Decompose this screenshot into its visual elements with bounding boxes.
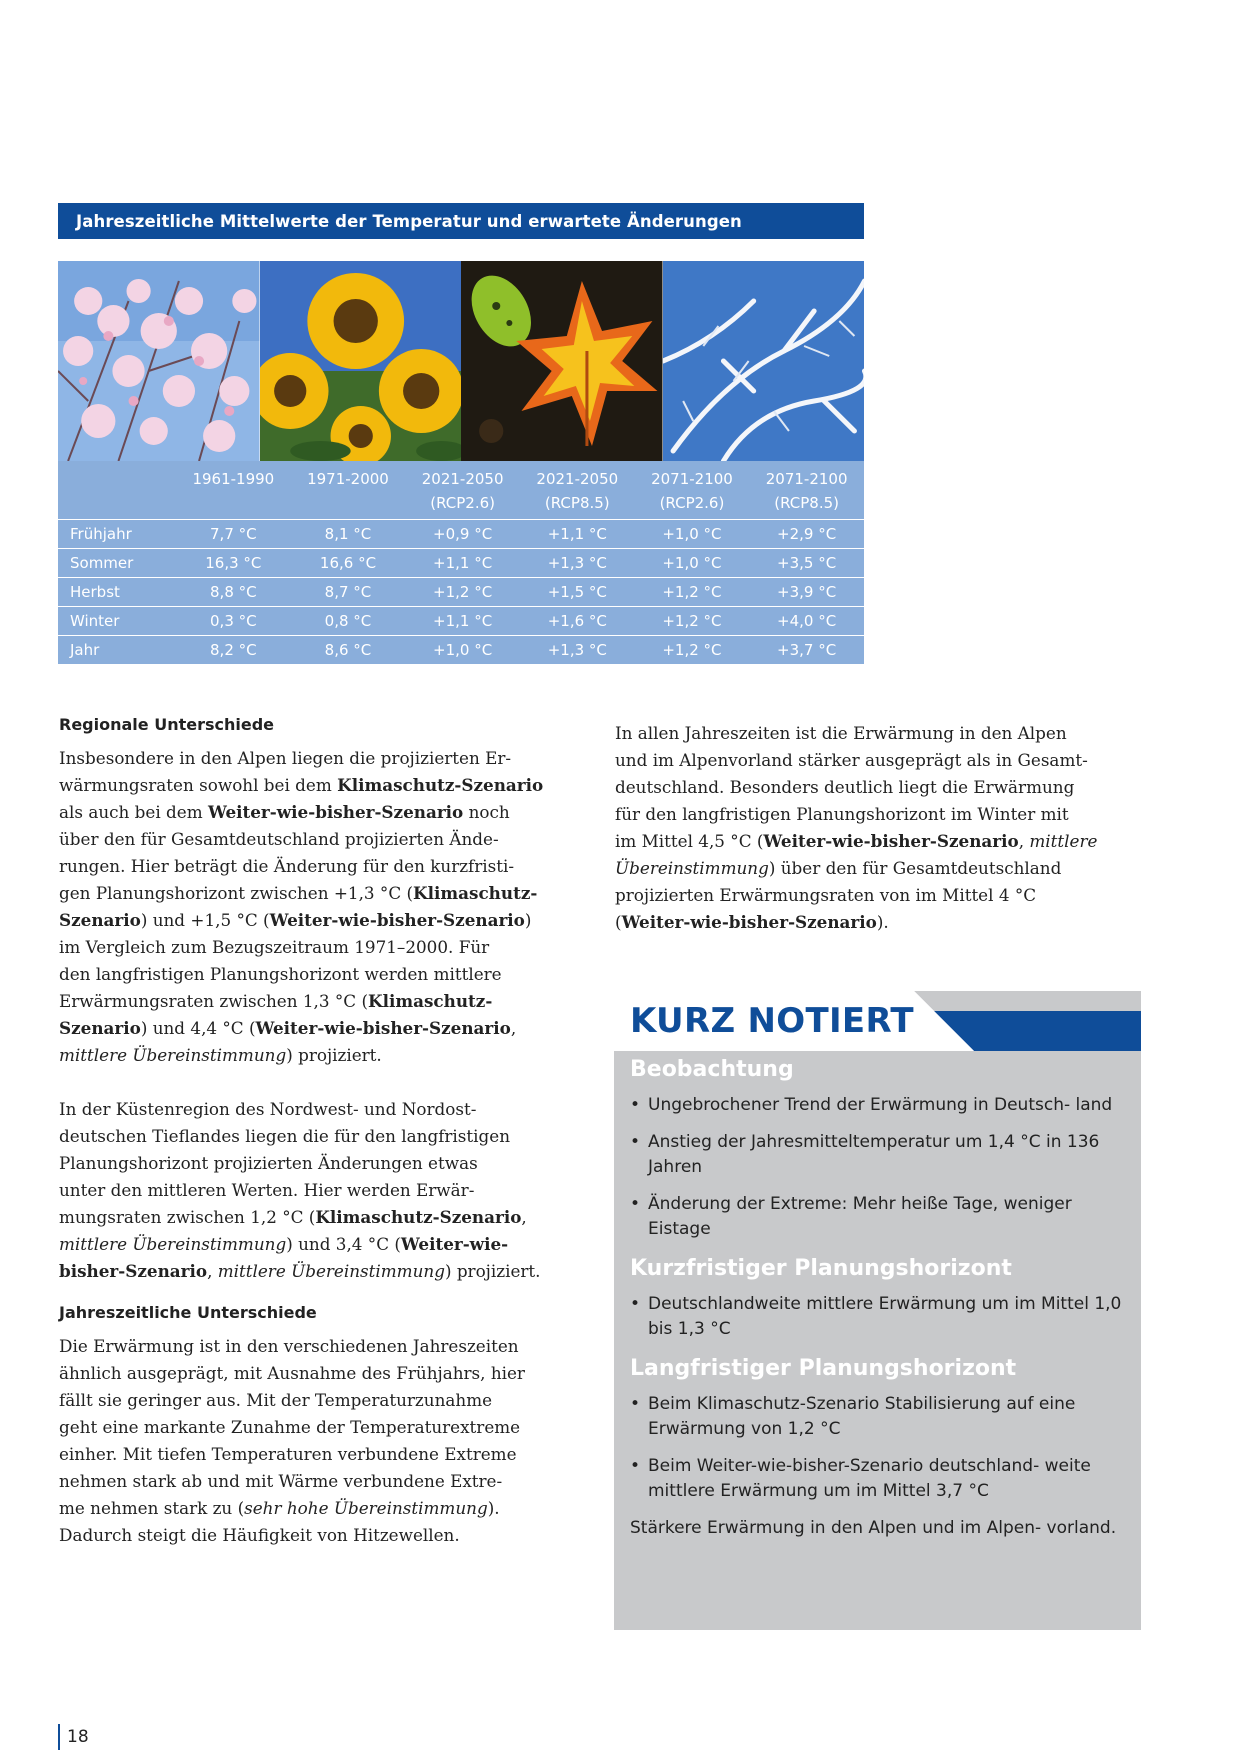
table-cell: +0,9 °C [405,520,520,549]
left-column [59,713,581,1549]
table-cell: 16,3 °C [176,549,291,578]
table-cell: +1,2 °C [635,636,750,665]
paragraph-alps: In allen Jahreszeiten ist die Erwärmung in den Alpen und im Alpenvorland stärker ausgeprägt als in Gesamt- deutschland. Besonders deutlich liegt die Erwärmung für den langfristigen Planungshorizont im Winter mit im Mittel 4,5 °C (Weiter-wie-bisher-Szenario, mittlere Übereinstimmung) über den für Gesamtdeutschland projizierten Erwärmungsraten von im Mittel 4 °C (Weiter-wie-bisher-Szenario). [615,723,1098,932]
header-cell: 2071-2100 (RCP2.6) [635,461,750,520]
table-cell: 8,1 °C [291,520,406,549]
box-content [630,1055,1130,1541]
list-item: • Beim Weiter-wie-bisher-Szenario deutschland- weite mittlere Erwärmung um im Mittel 3,7 °C [630,1456,1091,1501]
table-cell: +1,6 °C [520,607,635,636]
temperature-table [58,461,864,664]
page-number: 18 [58,1724,89,1750]
section-heading-seasonal: Jahreszeitliche Unterschiede [59,1303,317,1322]
table-cell: +1,2 °C [405,578,520,607]
table-row [58,636,864,665]
table-cell: +1,0 °C [405,636,520,665]
short-term-list [630,1292,1130,1342]
table-cell: 8,2 °C [176,636,291,665]
table-cell: +3,7 °C [749,636,864,665]
row-label: Winter [58,607,176,636]
header-cell: 2021-2050 (RCP8.5) [520,461,635,520]
table-cell: +1,0 °C [635,520,750,549]
table-cell: +1,3 °C [520,549,635,578]
list-item: • Ungebrochener Trend der Erwärmung in Deutsch- land [630,1093,1130,1118]
bullet: • [630,1132,641,1152]
list-item: • Änderung der Extreme: Mehr heiße Tage, weniger Eistage [630,1194,1072,1239]
section-heading-regional: Regionale Unterschiede [59,715,275,734]
list-item: • Anstieg der Jahresmitteltemperatur um 1,4 °C in 136 Jahren [630,1132,1100,1177]
autumn-leaf-image [461,261,663,461]
table-cell: +1,1 °C [405,549,520,578]
paragraph-seasonal: Die Erwärmung ist in den verschiedenen Jahreszeiten ähnlich ausgeprägt, mit Ausnahme des Frühjahrs, hier fällt sie geringer aus. Mit der Temperaturzunahme geht eine markante Zunahme der Temperaturextreme einher. Mit tiefen Temperaturen verbundene Extreme nehmen stark ab und mit Wärme verbundene Extre- me nehmen stark zu (sehr hohe Übereinstimmung). Dadurch steigt die Häufigkeit von Hitzewellen. [59,1336,525,1545]
table-cell: 7,7 °C [176,520,291,549]
table-cell: +3,9 °C [749,578,864,607]
box-heading-short-term: Kurzfristiger Planungshorizont [630,1256,1012,1281]
bullet: • [630,1456,641,1476]
table-cell: 8,7 °C [291,578,406,607]
table-cell: +2,9 °C [749,520,864,549]
paragraph-regional-2: In der Küstenregion des Nordwest- und Nordost- deutschen Tieflandes liegen die für den langfristigen Planungshorizont projizierten Änderungen etwas unter den mittleren Werten. Hier werden Erwär- mungsraten zwischen 1,2 °C (Klimaschutz-Szenario, mittlere Übereinstimmung) und 3,4 °C (Weiter-wie- bisher-Szenario, mittlere Übereinstimmung) projiziert. [59,1099,541,1281]
header-cell: 1971-2000 [291,461,406,520]
list-item: • Beim Klimaschutz-Szenario Stabilisierung auf eine Erwärmung von 1,2 °C [630,1394,1076,1439]
table-title: Jahreszeitliche Mittelwerte der Temperatur und erwartete Änderungen [58,203,864,239]
box-heading-observation: Beobachtung [630,1057,794,1082]
table-row [58,578,864,607]
bullet: • [630,1294,641,1314]
table-cell: 8,8 °C [176,578,291,607]
table-row [58,549,864,578]
spring-blossom-image [58,261,260,461]
list-item: • Deutschlandweite mittlere Erwärmung um im Mittel 1,0 bis 1,3 °C [630,1294,1122,1339]
table-cell: 0,3 °C [176,607,291,636]
paragraph-regional-1: Insbesondere in den Alpen liegen die projizierten Er- wärmungsraten sowohl bei dem Klimaschutz-Szenario als auch bei dem Weiter-wie-bisher-Szenario noch über den für Gesamtdeutschland projizierten Ände- rungen. Hier beträgt die Änderung für den kurzfristi- gen Planungshorizont zwischen +1,3 °C (Klimaschutz- Szenario) und +1,5 °C (Weiter-wie-bisher-Szenario) im Vergleich zum Bezugszeitraum 1971–2000. Für den langfristigen Planungshorizont werden mittlere Erwärmungsraten zwischen 1,3 °C (Klimaschutz- Szenario) und 4,4 °C (Weiter-wie-bisher-Szenario, mittlere Übereinstimmung) projiziert. [59,748,544,1065]
row-label: Frühjahr [58,520,176,549]
header-cell: 2071-2100 (RCP8.5) [749,461,864,520]
bullet: • [630,1194,641,1214]
table-cell: +4,0 °C [749,607,864,636]
header-cell: 2021-2050 (RCP2.6) [405,461,520,520]
summary-box [614,991,1141,1630]
table-cell: +1,3 °C [520,636,635,665]
table-cell: +1,0 °C [635,549,750,578]
table-cell: 16,6 °C [291,549,406,578]
header-cell-empty [58,461,176,520]
table-row [58,520,864,549]
bullet: • [630,1095,641,1115]
table-cell: 8,6 °C [291,636,406,665]
table-row [58,607,864,636]
table-header-row [58,461,864,520]
row-label: Herbst [58,578,176,607]
table-cell: +1,2 °C [635,607,750,636]
winter-frost-image [663,261,865,461]
table-cell: +3,5 °C [749,549,864,578]
box-heading-long-term: Langfristiger Planungshorizont [630,1356,1017,1381]
row-label: Sommer [58,549,176,578]
right-column [615,720,1137,936]
table-cell: +1,1 °C [405,607,520,636]
header-cell: 1961-1990 [176,461,291,520]
temperature-table-block [58,203,864,664]
table-cell: +1,1 °C [520,520,635,549]
observation-list [630,1093,1130,1242]
row-label: Jahr [58,636,176,665]
long-term-list [630,1392,1130,1504]
box-footer-text: Stärkere Erwärmung in den Alpen und im Alpen- vorland. [630,1518,1117,1538]
table-cell: +1,5 °C [520,578,635,607]
bullet: • [630,1394,641,1414]
table-cell: 0,8 °C [291,607,406,636]
table-cell: +1,2 °C [635,578,750,607]
season-images [58,261,864,461]
box-title: KURZ NOTIERT [630,1001,914,1041]
summer-sunflower-image [260,261,462,461]
